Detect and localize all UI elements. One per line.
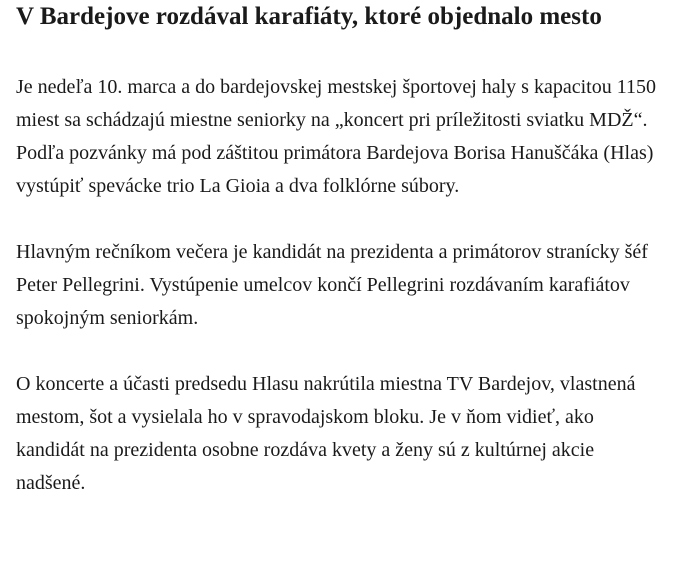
article xyxy=(16,0,666,500)
article-paragraph: O koncerte a účasti predsedu Hlasu nakrútila miestna TV Bardejov, vlastnená mestom, šot a vysielala ho v spravodajskom bloku. Je v ňom vidieť, ako kandidát na prezidenta osobne rozdáva kvety a ženy sú z kultúrnej akcie nadšené. xyxy=(16,373,636,494)
article-headline: V Bardejove rozdával karafiáty, ktoré objednalo mesto xyxy=(16,3,602,30)
article-paragraph: Hlavným rečníkom večera je kandidát na prezidenta a primátorov stranícky šéf Peter Pellegrini. Vystúpenie umelcov končí Pellegrini rozdávaním karafiátov spokojným seniorkám. xyxy=(16,241,648,329)
article-paragraph: Je nedeľa 10. marca a do bardejovskej mestskej športovej haly s kapacitou 1150 miest sa schádzajú miestne seniorky na „koncert pri príležitosti sviatku MDŽ“. Podľa pozvánky má pod záštitou primátora Bardejova Borisa Hanuščáka (Hlas) vystúpiť spevácke trio La Gioia a dva folklórne súbory. xyxy=(16,76,656,197)
